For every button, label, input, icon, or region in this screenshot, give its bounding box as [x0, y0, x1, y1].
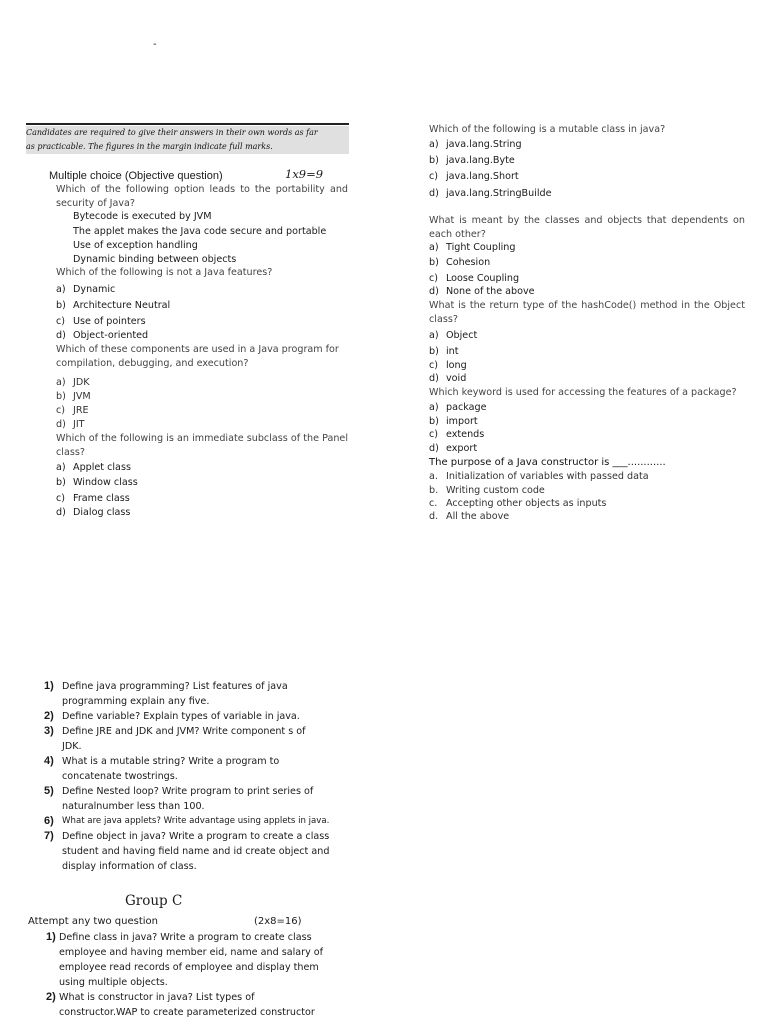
instructions-text: Candidates are required to give their answers in their own words as far as practicable. The figures in the margin indicate full marks. [26, 128, 318, 151]
q2-option-b: b) Architecture Neutral [56, 300, 171, 311]
group-c-title: Group C [125, 893, 183, 909]
q9-option-b: b. Writing custom code [429, 485, 545, 496]
q3-text: Which of these components are used in a Java program for compilation, debugging, and execution? [56, 344, 339, 369]
q5-text: Which of the following is a mutable class in java? [429, 124, 666, 135]
q6-text: What is meant by the classes and objects that dependents on each other? [429, 215, 745, 240]
q7-text: What is the return type of the hashCode() method in the Object class? [429, 300, 745, 325]
q6-option-b: b) Cohesion [429, 257, 491, 268]
q3-option-a: a) JDK [56, 377, 90, 388]
q3-option-b: b) JVM [56, 391, 91, 402]
stray-dash: - [153, 39, 157, 50]
q3-option-c: c) JRE [56, 405, 89, 416]
instructions-box [26, 126, 349, 154]
group-b-item: 2) Define variable? Explain types of variable in java. [44, 710, 300, 722]
group-b-item: 5) Define Nested loop? Write program to print series of naturalnumber less than 100. [44, 785, 314, 812]
q1-option-d: Dynamic binding between objects [73, 254, 237, 265]
q8-option-b: b) import [429, 416, 478, 427]
group-c-instruction: Attempt any two question [28, 916, 159, 927]
group-c-marks: (2x8=16) [254, 916, 302, 927]
q8-option-a: a) package [429, 402, 487, 413]
group-b-item: 1) Define java programming? List features of java programming explain any five. [44, 680, 288, 707]
q1-option-b: The applet makes the Java code secure and portable [73, 226, 327, 237]
q7-option-a: a) Object [429, 330, 478, 341]
q9-option-d: d. All the above [429, 511, 510, 522]
group-b-item: 3) Define JRE and JDK and JVM? Write component s of JDK. [44, 725, 306, 752]
q2-option-c: c) Use of pointers [56, 316, 146, 327]
q1-option-c: Use of exception handling [73, 240, 198, 251]
q4-option-d: d) Dialog class [56, 507, 131, 518]
top-rule [26, 123, 349, 125]
q2-option-a: a) Dynamic [56, 284, 116, 295]
q8-option-c: c) extends [429, 429, 485, 440]
q9-option-a: a. Initialization of variables with passed data [429, 471, 649, 482]
q4-option-a: a) Applet class [56, 462, 131, 473]
group-a-title: Multiple choice (Objective question) [49, 170, 223, 182]
q7-option-d: d) void [429, 373, 467, 384]
q3-option-d: d) JIT [56, 419, 85, 430]
q5-option-d: d) java.lang.StringBuilde [429, 188, 552, 199]
q4-option-b: b) Window class [56, 477, 138, 488]
q6-option-a: a) Tight Coupling [429, 242, 516, 253]
q5-option-b: b) java.lang.Byte [429, 155, 515, 166]
group-a-marks: 1x9=9 [285, 167, 324, 181]
q5-option-c: c) java.lang.Short [429, 171, 519, 182]
q8-text: Which keyword is used for accessing the features of a package? [429, 387, 737, 398]
q2-option-d: d) Object-oriented [56, 330, 149, 341]
q7-option-c: c) long [429, 360, 467, 371]
q7-option-b: b) int [429, 346, 459, 357]
group-b-list [44, 679, 374, 874]
q1-option-a: Bytecode is executed by JVM [73, 211, 212, 222]
q5-option-a: a) java.lang.String [429, 139, 522, 150]
q4-option-c: c) Frame class [56, 493, 130, 504]
group-b-item: 7) Define object in java? Write a program to create a class student and having field name and id create object and display information of class. [44, 830, 330, 872]
group-c-item: 2) What is constructor in java? List types of constructor.WAP to create parameterized constructor [46, 991, 315, 1018]
group-c-item: 1) Define class in java? Write a program to create class employee and having member eid, name and salary of employee read records of employee and display them using multiple objects. [46, 931, 324, 988]
q6-option-c: c) Loose Coupling [429, 273, 520, 284]
group-c-list [46, 930, 376, 1020]
q1-text: Which of the following option leads to the portability and security of Java? [56, 184, 348, 209]
group-b-item: 6) What are java applets? Write advantage using applets in java. [44, 815, 330, 827]
q9-option-c: c. Accepting other objects as inputs [429, 498, 607, 509]
group-b-item: 4) What is a mutable string? Write a program to concatenate twostrings. [44, 755, 280, 782]
q2-text: Which of the following is not a Java features? [56, 267, 273, 278]
q8-option-d: d) export [429, 443, 478, 454]
q9-text: The purpose of a Java constructor is ___............ [429, 457, 666, 468]
q4-text: Which of the following is an immediate subclass of the Panel class? [56, 433, 348, 458]
q6-option-d: d) None of the above [429, 286, 535, 297]
